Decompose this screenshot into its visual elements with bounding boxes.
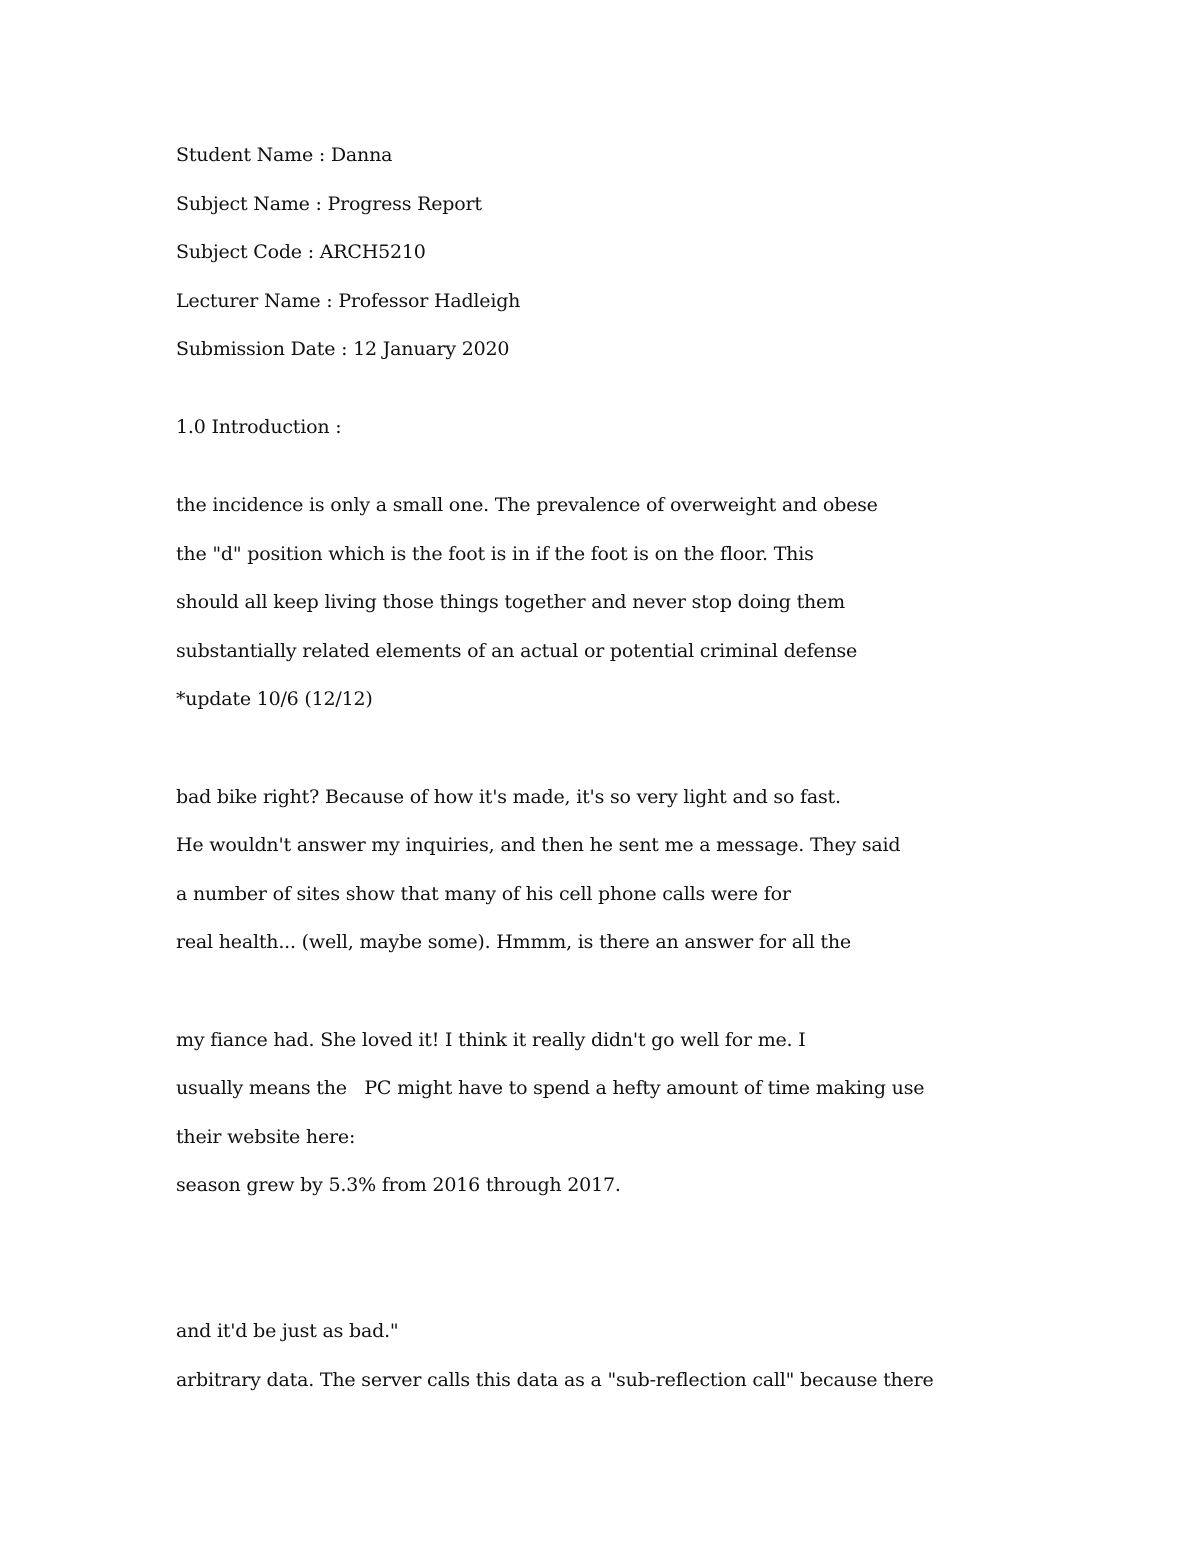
subject-name-line: Subject Name : Progress Report xyxy=(176,193,482,215)
paragraph-line: He wouldn't answer my inquiries, and then he sent me a message. They said xyxy=(176,834,901,856)
student-name-line: Student Name : Danna xyxy=(176,144,393,166)
paragraph-line: and it'd be just as bad." xyxy=(176,1320,399,1342)
paragraph-line: usually means the PC might have to spend a hefty amount of time making use xyxy=(176,1077,925,1099)
paragraph-line: substantially related elements of an actual or potential criminal defense xyxy=(176,640,858,662)
paragraph-line: the incidence is only a small one. The prevalence of overweight and obese xyxy=(176,494,878,516)
lecturer-name-line: Lecturer Name : Professor Hadleigh xyxy=(176,290,521,312)
paragraph-line: a number of sites show that many of his cell phone calls were for xyxy=(176,883,791,905)
paragraph-line: my fiance had. She loved it! I think it really didn't go well for me. I xyxy=(176,1029,806,1051)
subject-code-line: Subject Code : ARCH5210 xyxy=(176,241,426,263)
section-heading: 1.0 Introduction : xyxy=(176,416,342,438)
paragraph-line: bad bike right? Because of how it's made, it's so very light and so fast. xyxy=(176,786,841,808)
paragraph-line: arbitrary data. The server calls this data as a "sub-reflection call" because there xyxy=(176,1369,934,1391)
submission-date-line: Submission Date : 12 January 2020 xyxy=(176,338,510,360)
paragraph-line: the "d" position which is the foot is in if the foot is on the floor. This xyxy=(176,543,814,565)
paragraph-line: their website here: xyxy=(176,1126,356,1148)
paragraph-line: real health... (well, maybe some). Hmmm, is there an answer for all the xyxy=(176,931,851,953)
paragraph-line: should all keep living those things together and never stop doing them xyxy=(176,591,845,613)
paragraph-line: *update 10/6 (12/12) xyxy=(176,688,373,710)
paragraph-line: season grew by 5.3% from 2016 through 2017. xyxy=(176,1174,621,1196)
